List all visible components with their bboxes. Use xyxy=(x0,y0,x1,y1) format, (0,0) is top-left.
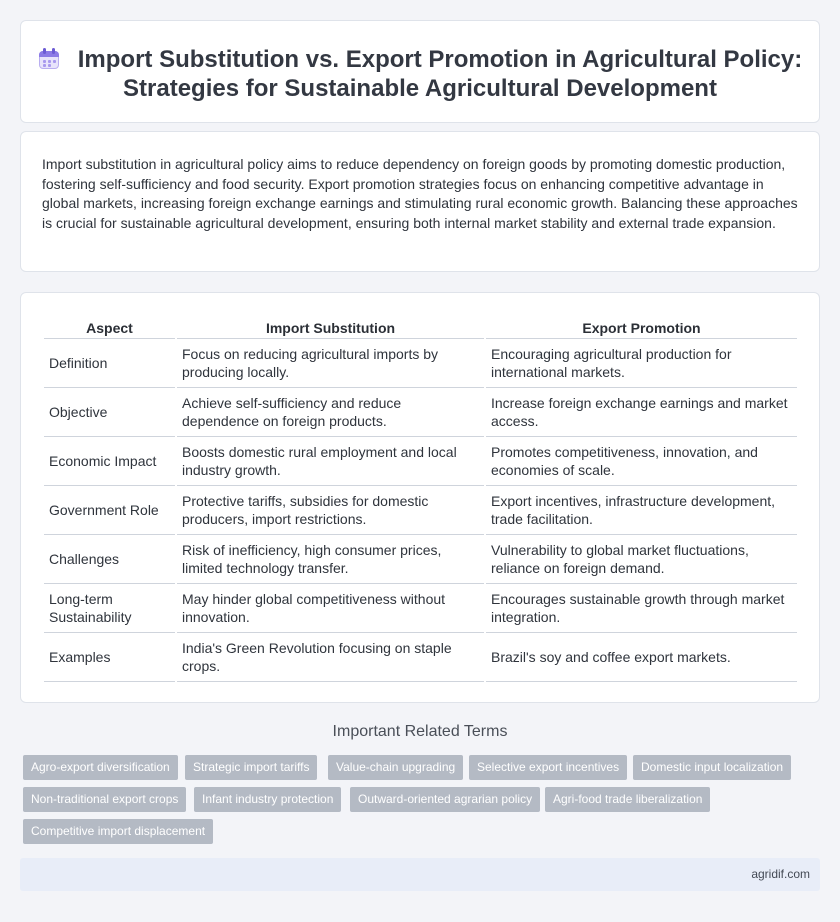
header-aspect: Aspect xyxy=(44,317,175,339)
table-row xyxy=(44,437,797,486)
footer-site-link[interactable]: agridif.com xyxy=(751,867,810,881)
aspect-cell: Challenges xyxy=(44,535,175,584)
table-row xyxy=(44,486,797,535)
footer xyxy=(20,858,820,891)
tag-selective-export-incentives[interactable]: Selective export incentives xyxy=(469,755,627,780)
export-cell: Brazil's soy and coffee export markets. xyxy=(486,633,797,682)
related-terms-heading: Important Related Terms xyxy=(332,723,508,740)
tag-domestic-input-localization[interactable]: Domestic input localization xyxy=(633,755,791,780)
comparison-table-card xyxy=(20,292,820,703)
tag-agro-export-diversification[interactable]: Agro-export diversification xyxy=(23,755,178,780)
import-cell: Focus on reducing agricultural imports by producing locally. xyxy=(177,339,484,388)
page-title-text: Import Substitution vs. Export Promotion in Agricultural Policy: Strategies for Sustainable Agricultural Development xyxy=(77,46,803,102)
import-cell: May hinder global competitiveness without innovation. xyxy=(177,584,484,633)
table-row xyxy=(44,535,797,584)
intro-card xyxy=(20,131,820,272)
header-export-promotion: Export Promotion xyxy=(486,317,797,339)
tag-strategic-import-tariffs[interactable]: Strategic import tariffs xyxy=(185,755,317,780)
table-row xyxy=(44,339,797,388)
page-title xyxy=(21,45,819,103)
aspect-cell: Long-term Sustainability xyxy=(44,584,175,633)
export-cell: Vulnerability to global market fluctuations, reliance on foreign demand. xyxy=(486,535,797,584)
tag-value-chain-upgrading[interactable]: Value-chain upgrading xyxy=(328,755,463,780)
aspect-cell: Objective xyxy=(44,388,175,437)
export-cell: Promotes competitiveness, innovation, and economies of scale. xyxy=(486,437,797,486)
import-cell: Risk of inefficiency, high consumer prices, limited technology transfer. xyxy=(177,535,484,584)
tag-outward-oriented-agrarian-policy[interactable]: Outward-oriented agrarian policy xyxy=(350,787,540,812)
export-cell: Encourages sustainable growth through market integration. xyxy=(486,584,797,633)
import-cell: India's Green Revolution focusing on staple crops. xyxy=(177,633,484,682)
import-cell: Achieve self-sufficiency and reduce dependence on foreign products. xyxy=(177,388,484,437)
table-header-row xyxy=(44,317,797,339)
export-cell: Export incentives, infrastructure development, trade facilitation. xyxy=(486,486,797,535)
tag-competitive-import-displacement[interactable]: Competitive import displacement xyxy=(23,819,213,844)
table-row xyxy=(44,584,797,633)
aspect-cell: Examples xyxy=(44,633,175,682)
tag-non-traditional-export-crops[interactable]: Non-traditional export crops xyxy=(23,787,186,812)
header-import-substitution: Import Substitution xyxy=(177,317,484,339)
export-cell: Increase foreign exchange earnings and market access. xyxy=(486,388,797,437)
tag-infant-industry-protection[interactable]: Infant industry protection xyxy=(194,787,341,812)
tag-agri-food-trade-liberalization[interactable]: Agri-food trade liberalization xyxy=(545,787,710,812)
aspect-cell: Definition xyxy=(44,339,175,388)
comparison-table xyxy=(42,317,799,682)
import-cell: Protective tariffs, subsidies for domestic producers, import restrictions. xyxy=(177,486,484,535)
aspect-cell: Government Role xyxy=(44,486,175,535)
title-card xyxy=(20,20,820,123)
calendar-icon xyxy=(38,48,60,70)
intro-paragraph: Import substitution in agricultural policy aims to reduce dependency on foreign goods by promoting domestic production, fostering self-sufficiency and food security. Export promotion strategies focus on enhancing competitive advantage in global markets, increasing foreign exchange earnings and stimulating rural economic growth. Balancing these approaches is crucial for sustainable agricultural development, ensuring both internal market stability and external trade expansion. xyxy=(42,156,798,232)
export-cell: Encouraging agricultural production for international markets. xyxy=(486,339,797,388)
table-row xyxy=(44,388,797,437)
table-row xyxy=(44,633,797,682)
aspect-cell: Economic Impact xyxy=(44,437,175,486)
import-cell: Boosts domestic rural employment and local industry growth. xyxy=(177,437,484,486)
